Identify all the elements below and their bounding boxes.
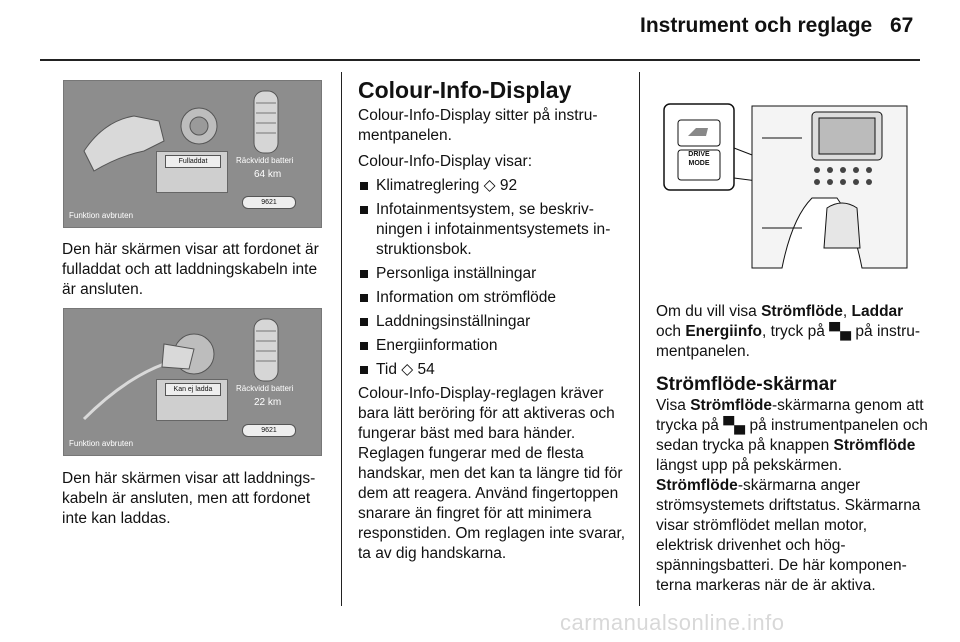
energy-button-icon: ▀▄ xyxy=(723,417,746,434)
column-divider-1 xyxy=(341,72,342,606)
bullet-icon xyxy=(360,366,368,374)
range-label: Räckvidd batteri xyxy=(236,384,294,393)
header-rule xyxy=(40,59,920,61)
column-3 xyxy=(656,302,928,596)
list-item: Tid ◇ 54 xyxy=(358,360,630,380)
shows-paragraph: Colour-Info-Display visar: xyxy=(358,153,532,170)
range-label: Räckvidd batteri xyxy=(236,156,294,165)
screen-footer: Funktion avbruten xyxy=(69,211,134,220)
charging-screen-figure-full xyxy=(63,80,322,228)
bullet-icon xyxy=(360,182,368,190)
controls-paragraph: Colour-Info-Display-reglagen kräver bara lätt beröring för att aktiveras och fungerar bäst med bara händer. Reglagen fungerar med de flesta handskar, men det kan ta längre tid för dem att reagera. Använd fingertoppen snarare än fingret för att minimera responstiden. Om reglagen inte svarar, ta av dig handskarna. xyxy=(358,385,626,562)
bullet-icon xyxy=(360,206,368,214)
range-value: 22 km xyxy=(254,397,282,408)
feature-list xyxy=(358,176,630,380)
bullet-icon xyxy=(360,294,368,302)
page-number: 67 xyxy=(890,14,914,37)
instrument-panel-illustration xyxy=(662,98,912,274)
list-item: Laddningsinställningar xyxy=(358,312,630,332)
list-item: Information om strömflöde xyxy=(358,288,630,308)
status-label: Fulladdat xyxy=(165,155,221,168)
caption-full-charge: Den här skärmen visar att fordonet är fulladdat och att laddningskabeln inte är ansluten. xyxy=(62,241,319,298)
list-item: Personliga inställningar xyxy=(358,264,630,284)
list-item: Infotainmentsystem, se beskrivningen i infotainmentsystemets instruktionsbok. xyxy=(358,200,630,260)
drive-mode-label: DRIVE MODE xyxy=(688,151,710,167)
column-divider-2 xyxy=(639,72,640,606)
power-flow-paragraph: Visa Strömflöde-skärmarna genom att trycka på ▀▄ på instrumentpanelen och sedan trycka på knappen Strömflöde längst upp på pekskärmen. Strömflöde-skärmarna anger strömsystemets driftstatus. Skärmarna visar strömflödet mellan motor, elektrisk drivenhet och högspänningsbatteri. De här komponenterna markeras när de är aktiva. xyxy=(656,397,928,594)
status-screen xyxy=(156,379,228,421)
bullet-icon xyxy=(360,342,368,350)
list-item: Energiinformation xyxy=(358,336,630,356)
power-flow-instructions: Om du vill visa Strömflöde, Laddar och Energiinfo, tryck på ▀▄ på instrumentpanelen. xyxy=(656,303,921,360)
bullet-icon xyxy=(360,318,368,326)
status-screen xyxy=(156,151,228,193)
column-2 xyxy=(358,76,630,564)
watermark-footer: carmanualsonline.info xyxy=(560,610,785,635)
screen-footer: Funktion avbruten xyxy=(69,439,134,448)
odometer: 9621 xyxy=(242,196,296,209)
odometer: 9621 xyxy=(242,424,296,437)
status-label: Kan ej ladda xyxy=(165,383,221,396)
page-header-title: Instrument och reglage xyxy=(640,14,873,37)
range-value: 64 km xyxy=(254,169,282,180)
caption-cannot-charge: Den här skärmen visar att laddningskabeln är ansluten, men att fordonet inte kan laddas. xyxy=(62,470,316,527)
intro-paragraph: Colour-Info-Display sitter på instrumentpanelen. xyxy=(358,107,598,144)
section-heading-colour-info-display: Colour-Info-Display xyxy=(358,77,572,103)
dashboard-figure xyxy=(662,98,912,274)
charging-screen-figure-error xyxy=(63,308,322,456)
energy-button-icon: ▀▄ xyxy=(829,323,852,340)
section-heading-power-flow: Strömflöde-skärmar xyxy=(656,374,837,395)
list-item: Klimatreglering ◇ 92 xyxy=(358,176,630,196)
bullet-icon xyxy=(360,270,368,278)
